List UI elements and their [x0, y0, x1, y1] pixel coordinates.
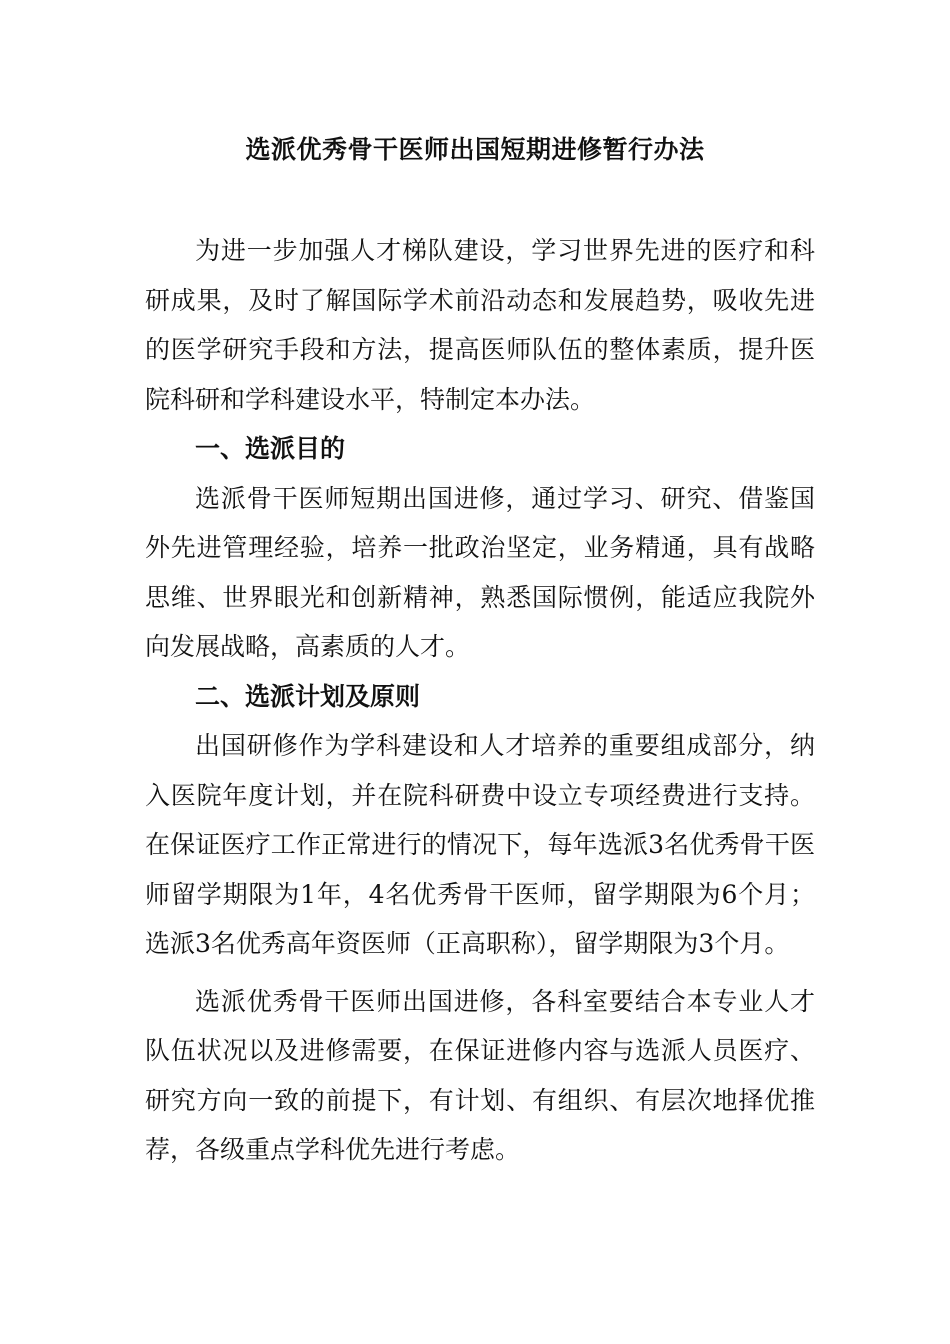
section-2-heading: 二、选派计划及原则: [195, 681, 421, 711]
intro-paragraph: 为进一步加强人才梯队建设，学习世界先进的医疗和科研成果，及时了解国际学术前沿动态和发展趋势，吸收先进的医学研究手段和方法，提高医师队伍的整体素质，提升医院科研和学科建设水平，特制定本办法。: [145, 236, 815, 414]
section-2-paragraph-2: 选派优秀骨干医师出国进修，各科室要结合本专业人才队伍状况以及进修需要，在保证进修内容与选派人员医疗、研究方向一致的前提下，有计划、有组织、有层次地择优推荐，各级重点学科优先进行考虑。: [145, 986, 815, 1164]
section-1-heading: 一、选派目的: [195, 434, 346, 463]
section-2-paragraph-1: 出国研修作为学科建设和人才培养的重要组成部分，纳入医院年度计划，并在院科研费中设立专项经费进行支持。在保证医疗工作正常进行的情况下，每年选派3名优秀骨干医师留学期限为1年，4名优秀骨干医师，留学期限为6个月；选派3名优秀高年资医师（正高职称），留学期限为3个月。: [145, 731, 815, 958]
section-1-paragraph: 选派骨干医师短期出国进修，通过学习、研究、借鉴国外先进管理经验，培养一批政治坚定，业务精通，具有战略思维、世界眼光和创新精神，熟悉国际惯例，能适应我院外向发展战略，高素质的人才。: [145, 483, 815, 661]
document-body: [145, 226, 815, 1175]
document-title: 选派优秀骨干医师出国短期进修暂行办法: [245, 135, 705, 164]
